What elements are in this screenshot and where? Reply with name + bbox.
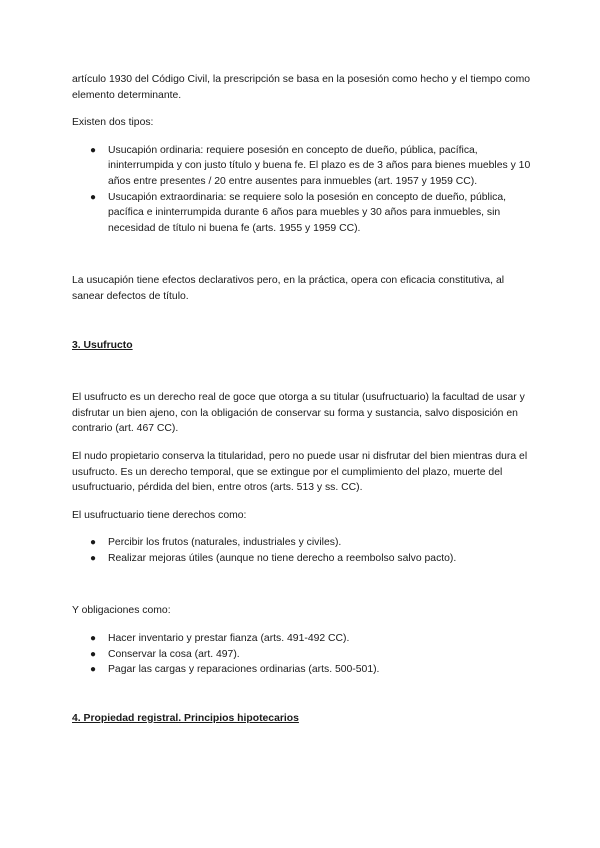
list-item-text: Pagar las cargas y reparaciones ordinarias (arts. 500-501). — [108, 664, 380, 676]
list-item — [72, 647, 532, 663]
usucapion-effects-paragraph: La usucapión tiene efectos declarativos pero, en la práctica, opera con eficacia constitutiva, al sanear defectos de título. — [72, 275, 505, 302]
bullet-icon: ● — [90, 664, 97, 676]
page-content — [72, 72, 532, 726]
rights-list — [72, 535, 532, 566]
list-item — [72, 551, 532, 567]
types-list — [72, 143, 532, 237]
bullet-icon: ● — [90, 552, 97, 564]
obligations-list — [72, 631, 532, 678]
bullet-icon: ● — [90, 537, 97, 549]
usufructo-definition-paragraph: El usufructo es un derecho real de goce que otorga a su titular (usufructuario) la facultad de usar y disfrutar un bien ajeno, con la obligación de conservar su forma y sustancia, salvo disposición en contrario (art. 467 CC). — [72, 392, 525, 435]
intro-paragraph: artículo 1930 del Código Civil, la prescripción se basa en la posesión como hecho y el tiempo como elemento determinante. — [72, 74, 531, 101]
section-heading-propiedad-registral: 4. Propiedad registral. Principios hipotecarios — [72, 712, 299, 724]
obligations-intro: Y obligaciones como: — [72, 605, 171, 617]
list-item-text: Hacer inventario y prestar fianza (arts. 491-492 CC). — [108, 633, 350, 645]
list-item-text: Usucapión extraordinaria: se requiere solo la posesión en concepto de dueño, pública, pacífica e ininterrumpida durante 6 años para muebles y 30 años para inmuebles, sin necesidad de título ni buena fe (arts. 1955 y 1959 CC). — [108, 191, 506, 234]
list-item-text: Conservar la cosa (art. 497). — [108, 648, 240, 660]
list-item-text: Realizar mejoras útiles (aunque no tiene derecho a reembolso salvo pacto). — [108, 552, 457, 564]
list-item-text: Usucapión ordinaria: requiere posesión en concepto de dueño, pública, pacífica, ininterrumpida y con justo título y buena fe. El plazo es de 3 años para bienes muebles y 10 años entre presentes / 20 entre ausentes para inmuebles (art. 1957 y 1959 CC). — [108, 144, 531, 187]
rights-intro: El usufructuario tiene derechos como: — [72, 509, 247, 521]
bullet-icon: ● — [90, 648, 97, 660]
list-item — [72, 662, 532, 678]
list-item — [72, 190, 532, 237]
types-intro: Existen dos tipos: — [72, 117, 154, 129]
list-item — [72, 535, 532, 551]
list-item-text: Percibir los frutos (naturales, industriales y civiles). — [108, 537, 342, 549]
list-item — [72, 143, 532, 190]
section-heading-usufructo: 3. Usufructo — [72, 339, 133, 351]
bullet-icon: ● — [90, 191, 97, 203]
bullet-icon: ● — [90, 633, 97, 645]
nudo-propietario-paragraph: El nudo propietario conserva la titularidad, pero no puede usar ni disfrutar del bien mientras dura el usufructo. Es un derecho temporal, que se extingue por el cumplimiento del plazo, muerte del usufructuario, pérdida del bien, entre otros (arts. 513 y ss. CC). — [72, 450, 528, 494]
list-item — [72, 631, 532, 647]
bullet-icon: ● — [90, 144, 97, 156]
